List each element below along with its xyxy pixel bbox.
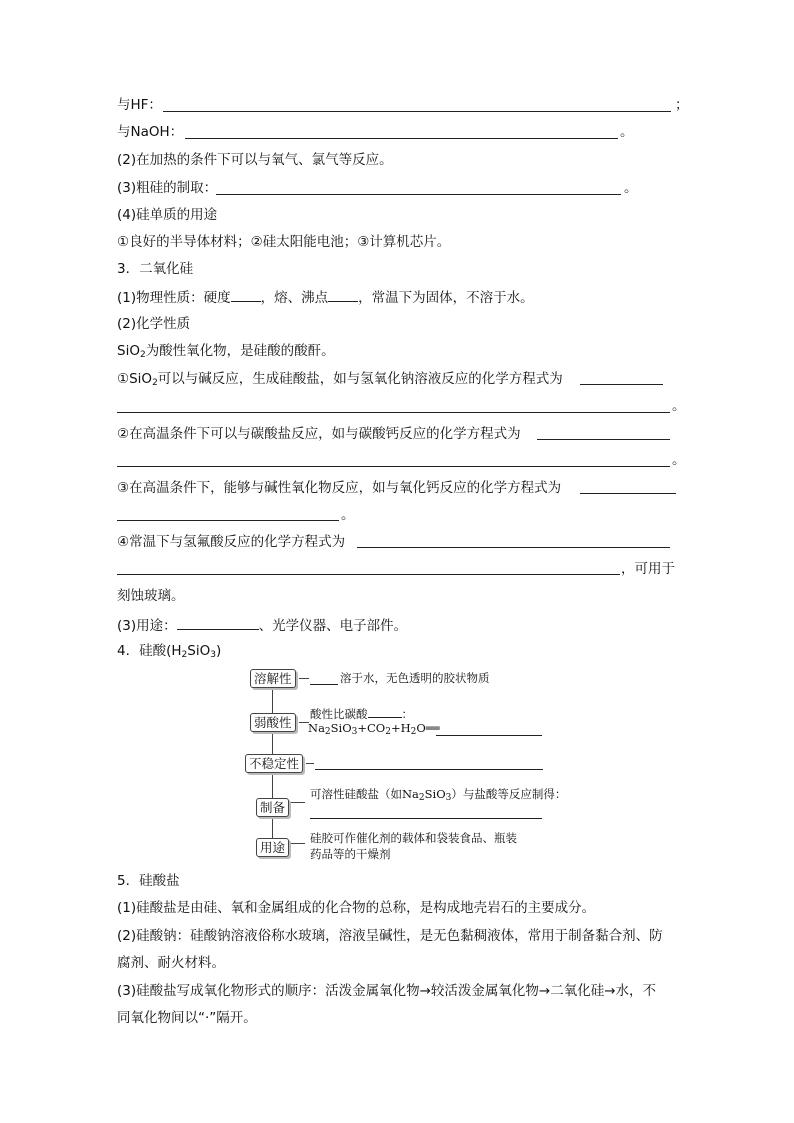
prep-a: 可溶性硅酸盐（如Na [310, 787, 419, 801]
preparation-text [310, 787, 566, 802]
sodium-silicate-a: (2)硅酸钠：硅酸钠溶液俗称水玻璃，溶液呈碱性，是无色黏稠液体，常用于制备黏合剂、防 [117, 928, 663, 944]
r2-blank-b[interactable] [117, 466, 670, 467]
reaction-2: ②在高温条件下可以与碳酸盐反应，如与碳酸钙反应的化学方程式为 [117, 426, 521, 442]
reaction-4-cont: 刻蚀玻璃。 [117, 588, 185, 604]
r3-end: 。 [341, 507, 355, 523]
box-instability: 不稳定性 [245, 754, 303, 773]
sodium-silicate-b: 腐剂、耐火材料。 [117, 955, 225, 971]
preparation-blank[interactable] [310, 818, 542, 819]
instability-blank[interactable] [315, 769, 543, 770]
oxide-order-a: (3)硅酸盐写成氧化物形式的顺序：活泼金属氧化物→较活泼金属氧化物→二氧化硅→水，不 [117, 983, 657, 999]
sec4-b: SiO [187, 643, 211, 659]
reaction-4: ④常温下与氢氟酸反应的化学方程式为 [117, 534, 346, 550]
sio-text: SiO [117, 343, 140, 359]
eq-b: SiO [330, 721, 352, 735]
hf-label: 与HF： [117, 97, 162, 113]
sec4-sub2: 3 [210, 650, 216, 660]
wa-l1-end: ： [401, 707, 413, 721]
eq-s2: 3 [351, 727, 358, 737]
r4-blank-b[interactable] [117, 574, 620, 575]
acidic-rest: 为酸性氧化物，是硅酸的酸酐。 [145, 343, 335, 359]
connector [291, 802, 305, 803]
sec4-a: 4．硅酸(H [117, 643, 182, 659]
hardness-blank[interactable] [231, 287, 261, 302]
eq-s3: 2 [385, 727, 391, 737]
chemical-properties-heading: (2)化学性质 [117, 316, 191, 332]
phys-a: (1)物理性质：硬度 [117, 290, 231, 306]
prep-c: ）与盐酸等反应制得： [451, 787, 567, 801]
usage-line1: 硅胶可作催化剂的载体和袋装食品、瓶装 [310, 831, 517, 845]
usage-line2: 药品等的干燥剂 [310, 847, 391, 861]
prep-s1: 2 [418, 793, 425, 803]
r1-blank-b[interactable] [117, 412, 670, 413]
section-4-title [117, 642, 221, 660]
hf-end: ； [675, 97, 689, 113]
crude-silicon-blank[interactable] [216, 194, 621, 195]
eq-s4: 2 [410, 727, 417, 737]
r2-end: 。 [672, 452, 686, 468]
r4-end: ，可用于 [621, 561, 675, 577]
r1-blank-a[interactable] [580, 384, 663, 385]
physical-properties [117, 287, 534, 307]
prep-b: SiO [424, 787, 446, 801]
reaction-3: ③在高温条件下，能够与碱性氧化物反应，如与氧化钙反应的化学方程式为 [117, 480, 562, 496]
silicate-def: (1)硅酸盐是由硅、氧和金属组成的化合物的总称，是构成地壳岩石的主要成分。 [117, 900, 596, 916]
eq-d: +H [390, 721, 411, 735]
r1-end: 。 [672, 398, 686, 414]
melting-point-blank[interactable] [328, 287, 358, 302]
box-weak-acidity: 弱酸性 [250, 713, 296, 732]
naoh-label: 与NaOH： [117, 124, 184, 140]
r4-blank-a[interactable] [357, 547, 670, 548]
r3-blank-b[interactable] [117, 520, 339, 521]
sec4-sub1: 2 [181, 650, 188, 660]
r2-blank-a[interactable] [537, 439, 670, 440]
r1-a: ①SiO [117, 371, 153, 387]
phys-c: ，常温下为固体，不溶于水。 [358, 290, 534, 306]
connector [291, 843, 305, 844]
silicon-uses-heading: (4)硅单质的用途 [117, 207, 218, 223]
weak-acid-equation [308, 721, 440, 736]
phys-b: ，熔、沸点 [260, 290, 329, 306]
use-a: (3)用途： [117, 618, 177, 634]
crude-silicon-label: (3)粗硅的制取： [117, 180, 218, 196]
naoh-end: 。 [620, 124, 634, 140]
acidic-oxide-text [117, 342, 335, 360]
sio2-uses [117, 615, 407, 635]
eq-s1: 2 [324, 727, 331, 737]
eq-c: +CO [357, 721, 386, 735]
r3-blank-a[interactable] [580, 493, 676, 494]
acidity-blank[interactable] [368, 706, 402, 718]
weak-acid-line1 [310, 706, 413, 722]
eq-e: O══ [416, 721, 440, 735]
eq-a: Na [308, 721, 325, 735]
section-5-title: 5．硅酸盐 [117, 873, 180, 889]
equation-blank[interactable] [436, 735, 542, 736]
connector [306, 763, 314, 764]
reaction-1 [117, 370, 563, 388]
silicic-acid-diagram [244, 665, 567, 865]
prep-s2: 3 [445, 793, 452, 803]
heating-reactions: (2)在加热的条件下可以与氧气、氯气等反应。 [117, 152, 393, 168]
sub-2: 2 [139, 350, 146, 360]
solubility-blank[interactable] [310, 684, 338, 685]
box-preparation: 制备 [256, 798, 289, 817]
crude-silicon-end: 。 [624, 180, 638, 196]
connector [299, 678, 309, 679]
use-blank[interactable] [177, 615, 259, 630]
r1-b: 可以与碱反应，生成硅酸盐，如与氢氧化钠溶液反应的化学方程式为 [157, 371, 563, 387]
use-b: 、光学仪器、电子部件。 [258, 618, 408, 634]
sec4-c: ) [215, 643, 222, 659]
wa-l1: 酸性比碳酸 [310, 707, 368, 721]
box-solubility: 溶解性 [250, 669, 296, 688]
box-usage: 用途 [256, 838, 289, 857]
solubility-text: 溶于水，无色透明的胶状物质 [340, 671, 490, 685]
silicon-uses-list: ①良好的半导体材料；②硅太阳能电池；③计算机芯片。 [117, 234, 451, 250]
oxide-order-b: 同氧化物间以“·”隔开。 [117, 1010, 257, 1026]
naoh-answer-blank[interactable] [185, 138, 618, 139]
r1-sub: 2 [152, 378, 158, 388]
section-3-title: 3．二氧化硅 [117, 261, 194, 277]
hf-answer-blank[interactable] [163, 111, 671, 112]
